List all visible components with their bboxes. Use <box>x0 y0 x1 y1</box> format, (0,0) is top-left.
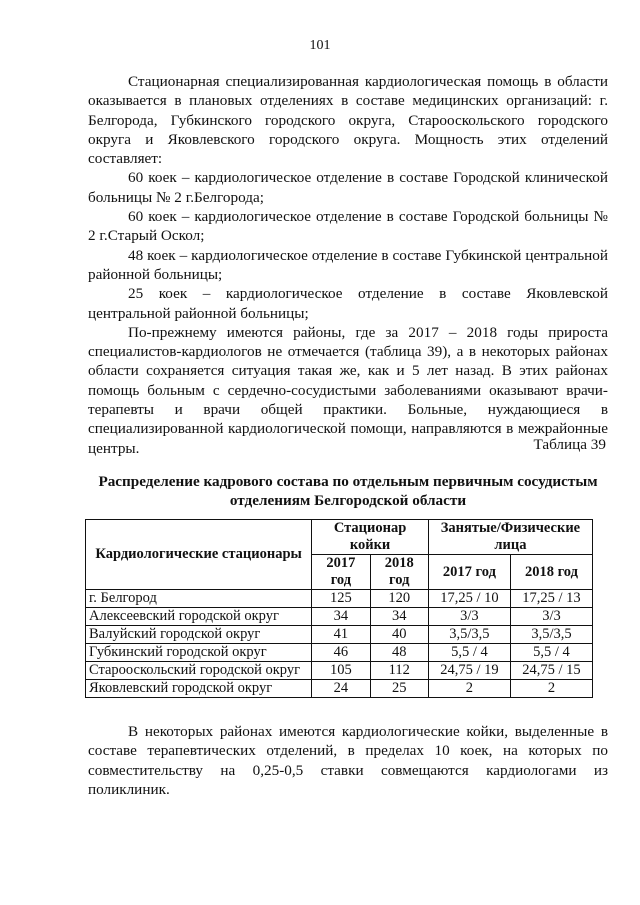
table-row <box>86 626 593 644</box>
paragraph-item-2: 60 коек – кардиологическое отделение в составе Городской больницы № 2 г.Старый Оскол; <box>88 208 608 245</box>
row-beds-2018: 112 <box>370 662 428 680</box>
table-row <box>86 662 593 680</box>
row-staff-2018: 5,5 / 4 <box>510 644 592 662</box>
row-name: Старооскольский городской округ <box>86 662 312 680</box>
paragraph-regions: По-прежнему имеются районы, где за 2017 – 2018 годы прироста специалистов-кардиологов не отмечается (таблица 39), а в некоторых районах области сохраняется ситуация такая же, как и 5 лет назад. В этих районах помощь больным с сердечно-сосудистыми заболеваниями оказывают врачи-терапевты и врачи общей практики. Больные, нуждающиеся в специализированной кардиологической помощи, направляются в межрайонные центры. <box>88 323 608 457</box>
table-title: Распределение кадрового состава по отдельным первичным сосудистым отделениям Белгородской области <box>98 473 598 509</box>
row-staff-2018: 3/3 <box>510 608 592 626</box>
body-text-top <box>88 72 608 458</box>
row-beds-2017: 125 <box>312 590 370 608</box>
table-row <box>86 680 593 698</box>
row-staff-2018: 17,25 / 13 <box>510 590 592 608</box>
row-name: г. Белгород <box>86 590 312 608</box>
paragraph-item-3: 48 коек – кардиологическое отделение в составе Губкинской центральной районной больницы; <box>88 246 608 283</box>
row-name: Яковлевский городской округ <box>86 680 312 698</box>
row-beds-2017: 105 <box>312 662 370 680</box>
row-beds-2017: 34 <box>312 608 370 626</box>
header-beds: Стационар койки <box>312 520 429 555</box>
row-name: Алексеевский городской округ <box>86 608 312 626</box>
row-name: Губкинский городской округ <box>86 644 312 662</box>
row-staff-2018: 3,5/3,5 <box>510 626 592 644</box>
table-row <box>86 644 593 662</box>
row-staff-2017: 24,75 / 19 <box>428 662 510 680</box>
row-staff-2017: 17,25 / 10 <box>428 590 510 608</box>
header-name: Кардиологические стационары <box>86 520 312 590</box>
body-text-bottom <box>88 722 608 799</box>
row-beds-2018: 25 <box>370 680 428 698</box>
page-number: 101 <box>309 38 331 53</box>
row-beds-2018: 34 <box>370 608 428 626</box>
table-header-row <box>86 520 593 555</box>
paragraph-item-1: 60 коек – кардиологическое отделение в составе Городской клинической больницы № 2 г.Белгорода; <box>88 169 608 206</box>
header-beds-2017: 2017 год <box>312 555 370 590</box>
header-staff-2017: 2017 год <box>428 555 510 590</box>
staff-table <box>85 519 593 698</box>
row-staff-2018: 24,75 / 15 <box>510 662 592 680</box>
paragraph-intro: Стационарная специализированная кардиологическая помощь в области оказывается в плановых отделениях в составе медицинских организаций: г. Белгорода, Губкинского городского округа, Старооскольского городского округа и Яковлевского городского округа. Мощность этих отделений составляет: <box>88 73 608 168</box>
row-beds-2017: 24 <box>312 680 370 698</box>
header-beds-2018: 2018 год <box>370 555 428 590</box>
paragraph-cardio-beds: В некоторых районах имеются кардиологические койки, выделенные в составе терапевтических отделений, в пределах 10 коек, на которых по совместительству на 0,25-0,5 ставки совмещаются кардиологами из поликлиник. <box>88 723 608 798</box>
row-name: Валуйский городской округ <box>86 626 312 644</box>
row-staff-2017: 3,5/3,5 <box>428 626 510 644</box>
row-beds-2017: 41 <box>312 626 370 644</box>
header-staff: Занятые/Физические лица <box>428 520 592 555</box>
table-caption: Таблица 39 <box>533 436 606 453</box>
table-row <box>86 608 593 626</box>
row-staff-2018: 2 <box>510 680 592 698</box>
row-beds-2018: 48 <box>370 644 428 662</box>
header-staff-2018: 2018 год <box>510 555 592 590</box>
row-staff-2017: 2 <box>428 680 510 698</box>
row-staff-2017: 3/3 <box>428 608 510 626</box>
row-beds-2017: 46 <box>312 644 370 662</box>
row-staff-2017: 5,5 / 4 <box>428 644 510 662</box>
row-beds-2018: 120 <box>370 590 428 608</box>
paragraph-item-4: 25 коек – кардиологическое отделение в составе Яковлевской центральной районной больницы; <box>88 285 608 322</box>
row-beds-2018: 40 <box>370 626 428 644</box>
table-row <box>86 590 593 608</box>
